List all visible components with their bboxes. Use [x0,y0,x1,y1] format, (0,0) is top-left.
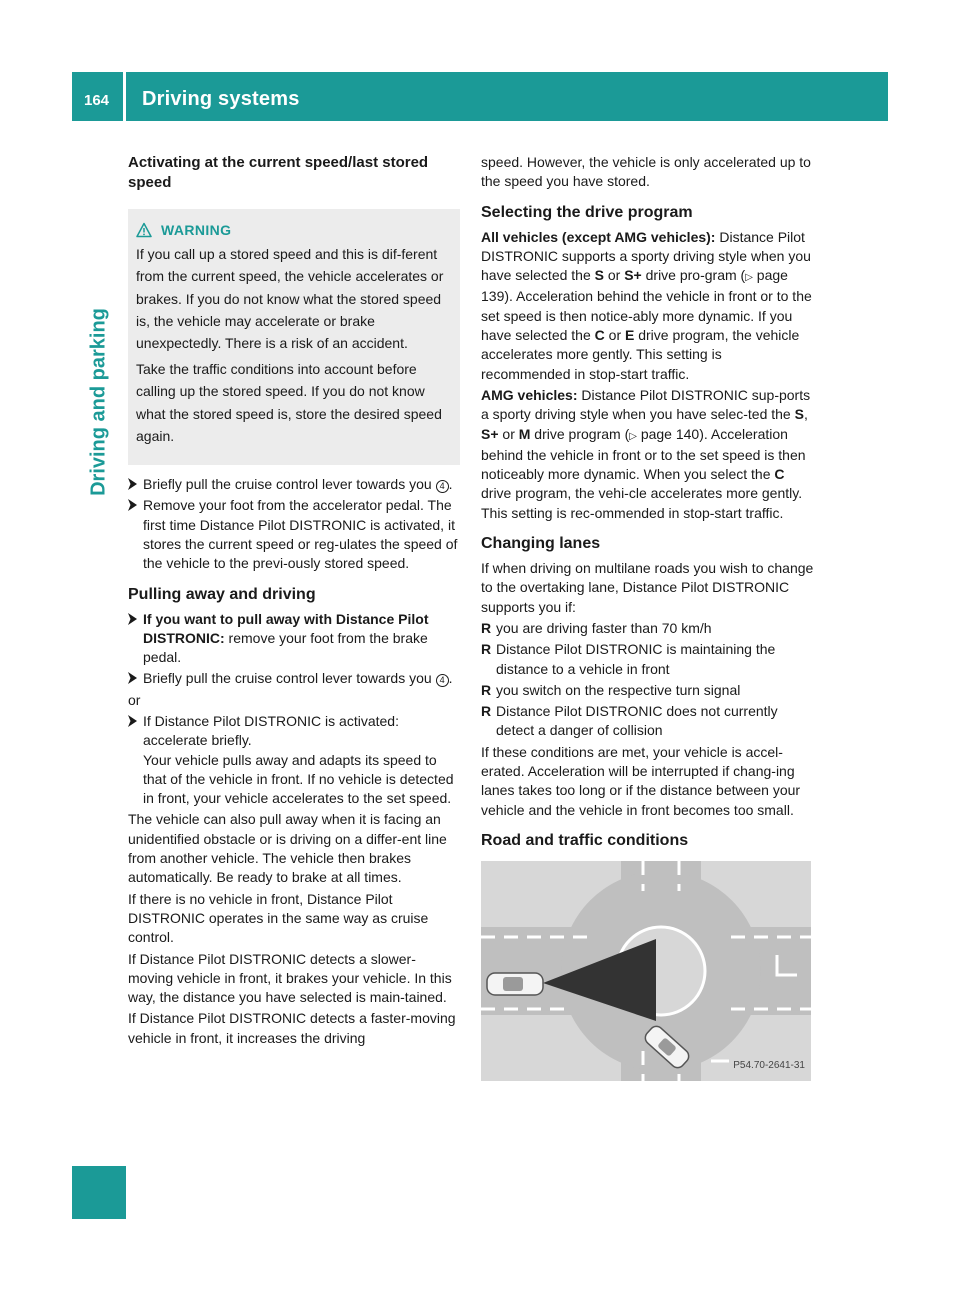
list-item [481,619,814,638]
callout-number-icon: 4 [436,480,449,493]
or-text: or [128,691,141,708]
text-span: drive program, the vehicle accelerates more gently. This setting is recommended in stop-start traffic. [481,327,800,382]
step-accelerate [128,712,460,808]
roundabout-illustration [481,861,811,1081]
list-item-text: you are driving faster than 70 km/h [496,619,712,636]
step-pull-away [128,610,460,668]
step-arrow-icon [128,478,137,490]
list-item [481,681,814,700]
page-number: 164 [72,72,126,121]
paragraph: If Distance Pilot DISTRONIC detects a slower-moving vehicle in front, it brakes your vehicle. In this way, the distance you have selected is main-tained. [128,950,452,1006]
text-span: or [604,327,625,344]
paragraph: If Distance Pilot DISTRONIC detects a faster-moving vehicle in front, it increases the driving [128,1010,456,1046]
warning-label: WARNING [161,222,232,238]
warning-triangle-icon [136,222,152,238]
right-column [481,153,814,1081]
step-pull-lever: Briefly pull the cruise control lever towards you 4 . [128,475,460,494]
text-span: or [603,267,625,284]
step-arrow-icon [128,715,137,727]
step-pull-lever-2: Briefly pull the cruise control lever towards you 4 . [128,669,460,688]
program-splus: S+ [624,267,642,284]
text-span: or [498,425,519,442]
program-c: C [594,327,605,344]
heading-road-conditions: Road and traffic conditions [481,831,689,849]
bullet-icon: R [481,703,492,720]
program-e: E [625,327,635,344]
step-remove-foot [128,496,460,573]
step-text: If Distance Pilot DISTRONIC is activated: accelerate briefly. [143,713,399,749]
step-text: Remove your foot from the accelerator pedal. The first time Distance Pilot DISTRONIC is activated, it stores the current speed or reg-ulates the speed of the vehicle to the previ-ously stored speed. [143,497,458,572]
text-span: Distance Pilot DISTRONIC sup-ports a sporty driving style when you have selec-ted the [481,386,811,423]
list-item-text: you switch on the respective turn signal [496,681,741,698]
own-vehicle [487,973,543,995]
step-arrow-icon [128,613,137,625]
figure-code: P54.70-2641-31 [733,1059,805,1071]
text-span: drive program, the vehi-cle accelerates more gently. This setting is rec-ommended in stop-start traffic. [481,485,803,521]
program-m: M [518,425,531,442]
step-arrow-icon [128,672,137,684]
page-ref-icon: ▷ [745,272,753,284]
text-span: drive program ( [530,425,630,442]
heading-activating: Activating at the current speed/last stored speed [128,154,429,191]
list-item [481,702,814,741]
warning-text-2: Take the traffic conditions into account before calling up the stored speed. If you do not know what the stored speed is, store the desired speed again. [136,361,442,444]
paragraph-continued: speed. However, the vehicle is only accelerated up to the speed you have stored. [481,154,811,190]
paragraph: If there is no vehicle in front, Distance Pilot DISTRONIC operates in the same way as cruise control. [128,890,429,946]
callout-number-icon: 4 [436,674,449,687]
text-span: drive pro-gram ( [641,267,746,284]
program-s: S [594,267,604,284]
program-splus: S+ [481,425,499,442]
warning-box [128,209,460,465]
step-text: Briefly pull the cruise control lever towards you [143,476,432,493]
paragraph: If when driving on multilane roads you wish to change to the overtaking lane, Distance Pilot DISTRONIC supports you if: [481,560,814,615]
step-result-text: Your vehicle pulls away and adapts its speed to that of the vehicle in front. If no vehicle is detected in front, your vehicle accelerates to the set speed. [143,751,454,807]
paragraph-amg [481,386,814,523]
page-ref-icon: ▷ [629,430,637,442]
paragraph-all-vehicles [481,228,814,384]
bullet-icon: R [481,641,492,658]
program-c: C [774,466,785,483]
bullet-icon: R [481,681,492,698]
section-title: Driving systems [142,88,300,110]
heading-pulling-away: Pulling away and driving [128,585,316,603]
warning-title [136,219,452,241]
step-text: remove your foot from the brake pedal. [143,629,428,666]
list-item-text: Distance Pilot DISTRONIC is maintaining the distance to a vehicle in front [496,641,776,677]
warning-text-1: If you call up a stored speed and this is dif-ferent from the current speed, the vehicle accelerates or brakes. If you do not know what the stored speed is, the vehicle may accelerate or brake unexpectedly. There is a risk of an accident. [136,246,444,352]
paragraph: If these conditions are met, your vehicle is accel-erated. Acceleration will be interrupted if chang-ing lanes takes too long or if the distance between your vehicle and the vehicle in front becomes too small. [481,743,801,818]
text-span: , [803,406,808,423]
chapter-tab-marker [72,1166,126,1219]
page-ref-link[interactable]: page 140). Acceleration behind the vehicle in front or to the set speed is then noticeably more dynamic. When you select the [481,425,806,483]
list-item [481,640,814,679]
bold-label: AMG vehicles: [481,386,578,403]
program-s: S [794,406,804,423]
bullet-icon: R [481,619,492,636]
bold-label: All vehicles (except AMG vehicles): [481,228,716,245]
step-bold-text: If you want to pull away with Distance Pilot DISTRONIC: [143,610,429,646]
chapter-side-label: Driving and parking [87,308,110,496]
list-item-text: Distance Pilot DISTRONIC does not currently detect a danger of collision [496,703,778,739]
page-ref-link[interactable]: page 139). Acceleration behind the vehicle in front or to the set speed is then notice-ably more dynamic. If you have selected the [481,267,812,344]
step-arrow-icon [128,499,137,511]
paragraph: The vehicle can also pull away when it is facing an unidentified obstacle or is driving on a differ-ent line from another vehicle. The vehicle then brakes automatically. Be ready to brake at all times. [128,811,447,886]
heading-drive-program: Selecting the drive program [481,203,693,221]
text-span: Distance Pilot DISTRONIC supports a sporty driving style when you have selected the [481,228,811,284]
step-text: Briefly pull the cruise control lever towards you [143,670,432,687]
roundabout-figure [481,861,811,1081]
heading-changing-lanes: Changing lanes [481,535,601,553]
left-column [128,153,460,1050]
